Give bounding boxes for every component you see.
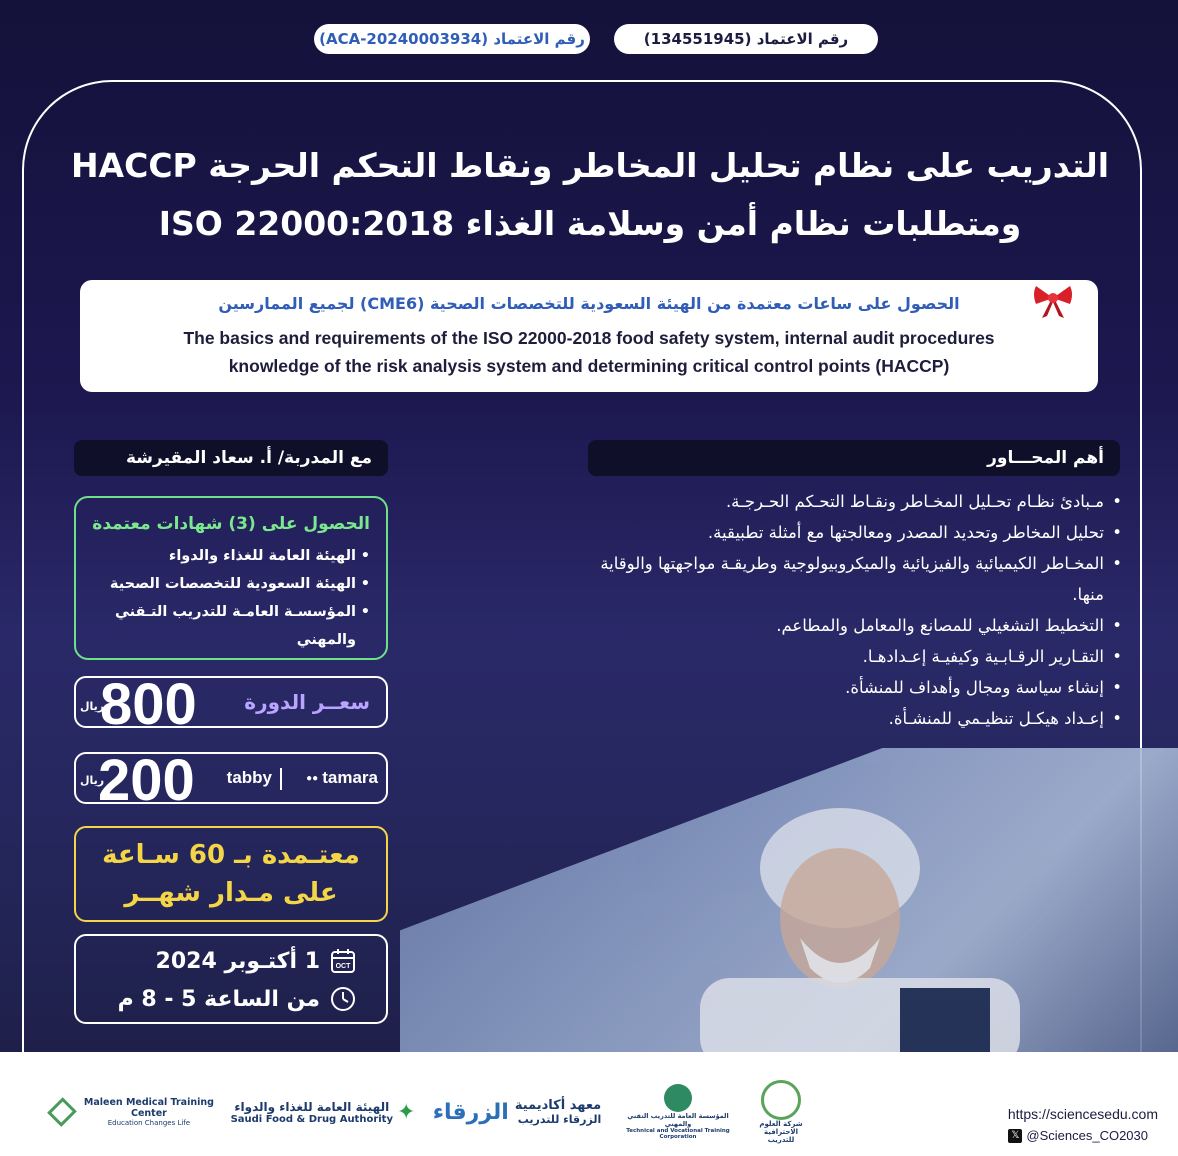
trainer-bar [74, 440, 388, 476]
maleen-mark-icon [47, 1097, 77, 1127]
list-item: • الهيئة العامة للغذاء والدواء [90, 542, 370, 570]
list-item: • المخـاطر الكيميائية والفيزيائية والميكروبيولوجية وطريقـة مواجهتها والوقاية منها. [572, 548, 1122, 610]
zarqa-wordmark: الزرقاء [432, 1099, 509, 1125]
gift-bow-icon [1030, 280, 1076, 320]
contact-heading: للتواصل والاستفسار [981, 1056, 1154, 1076]
price-currency: ريال [80, 700, 105, 713]
list-item: • إنشاء سياسة ومجال وأهداف للمنشأة. [572, 672, 1122, 703]
certificates-box [74, 496, 388, 660]
sciences-label: شركة العلوم الاحترافية للتدريب [759, 1120, 803, 1144]
contact-x[interactable] [1008, 1128, 1148, 1143]
clock-icon [330, 986, 356, 1012]
sciences-badge-icon [761, 1080, 801, 1120]
list-item: • إعـداد هيكـل تنظيـمي للمنشـأة. [572, 703, 1122, 734]
info-box [80, 280, 1098, 392]
schedule-box [74, 934, 388, 1024]
list-item: • التقـارير الرقـابـية وكيفيـة إعـدادهـا. [572, 641, 1122, 672]
tvtc-emblem-icon [664, 1084, 692, 1112]
maleen-tag: Education Changes Life [107, 1119, 191, 1127]
date-row [76, 942, 356, 980]
calendar-icon [330, 948, 356, 974]
accreditation-right [614, 24, 878, 54]
zarqa-logo [432, 1080, 602, 1144]
accreditation-right-value: (134551945) [643, 30, 752, 48]
tamara-logo [306, 768, 378, 788]
axes-heading: أهم المحـــاور [987, 448, 1104, 468]
axes-list [572, 486, 1122, 734]
x-handle: @Sciences_CO2030 [1026, 1128, 1148, 1143]
accreditation-left-label: رقم الاعتماد [493, 30, 585, 48]
trainer-name: مع المدربة/ أ. سعاد المقيرشة [125, 448, 372, 468]
list-item: • المؤسسـة العامـة للتدريب التـقني والمهني [90, 598, 370, 654]
divider [280, 768, 282, 790]
accreditation-right-label: رقم الاعتماد [756, 30, 849, 48]
info-arabic: الحصول على ساعات معتمدة من الهيئة السعودية للتخصصات الصحية (CME6) لجميع الممارسين [218, 294, 960, 313]
x-icon: 𝕏 [1008, 1129, 1022, 1143]
axes-heading-bar [588, 440, 1120, 476]
info-english-line-2: knowledge of the risk analysis system and determining critical control points (HACCP) [228, 356, 950, 376]
tamara-label: tamara [322, 768, 378, 787]
list-item: • التخطيط التشغيلي للمصانع والمعامل والمطاعم. [572, 610, 1122, 641]
zarqa-ar-1: معهد أكاديمية [514, 1098, 602, 1113]
contact-phone[interactable]: 966533815825 [1003, 1076, 1154, 1097]
accreditation-left-value: (ACA-20240003934) [319, 30, 489, 48]
tamara-dots-icon: ●● [306, 772, 319, 784]
hours-line-2: على مـدار شهــر [124, 878, 338, 908]
zarqa-ar-2: الزرقاء للتدريب [517, 1113, 602, 1126]
installment-amount: 200 [98, 748, 195, 813]
certificates-heading: الحصول على (3) شهادات معتمدة [92, 514, 370, 534]
sfda-en: Saudi Food & Drug Authority [230, 1113, 393, 1125]
schedule-time: من الساعة 5 - 8 م [117, 986, 320, 1012]
schedule-date: 1 أكتـوبر 2024 [155, 948, 320, 974]
maleen-name: Maleen Medical Training Center [83, 1097, 214, 1119]
sfda-logo [228, 1080, 418, 1144]
contact-website[interactable]: https://sciencesedu.com [1007, 1106, 1158, 1122]
price-amount: 800 [100, 672, 197, 737]
accreditation-left [314, 24, 590, 54]
tvtc-en: Technical and Vocational Training Corporation [626, 1128, 730, 1140]
info-english-line-1: The basics and requirements of the ISO 22000-2018 food safety system, internal audit procedures [183, 328, 995, 348]
price-label: سعــر الدورة [244, 690, 370, 714]
sfda-leaf-icon: ✦ [396, 1099, 416, 1125]
tvtc-ar: المؤسسة العامة للتدريب التقني والمهني [627, 1112, 729, 1128]
hours-box [74, 826, 388, 922]
list-item: • مـبادئ نظـام تحـليل المخـاطر ونقـاط التحـكم الحـرجـة. [572, 486, 1122, 517]
tabby-label: tabby [226, 768, 272, 787]
title-line-2: ومتطلبات نظام أمن وسلامة الغذاء ISO 22000:2018 [158, 204, 1022, 243]
contact-block [981, 1056, 1154, 1098]
list-item: • تحليل المخاطر وتحديد المصدر ومعالجتها مع أمثلة تطبيقية. [572, 517, 1122, 548]
sfda-ar: الهيئة العامة للغذاء والدواء [234, 1099, 390, 1114]
hours-line-1: معتـمدة بـ 60 سـاعة [102, 840, 360, 870]
time-row [76, 980, 356, 1018]
tvtc-logo [620, 1080, 736, 1144]
list-item: • الهيئة السعودية للتخصصات الصحية [90, 570, 370, 598]
installment-currency: ريال [80, 774, 105, 787]
calendar-badge: OCT [335, 963, 351, 970]
title-line-1: التدريب على نظام تحليل المخاطر ونقاط التحكم الحرجة HACCP [70, 146, 1110, 185]
maleen-logo [52, 1080, 222, 1144]
sciences-logo [756, 1080, 806, 1144]
